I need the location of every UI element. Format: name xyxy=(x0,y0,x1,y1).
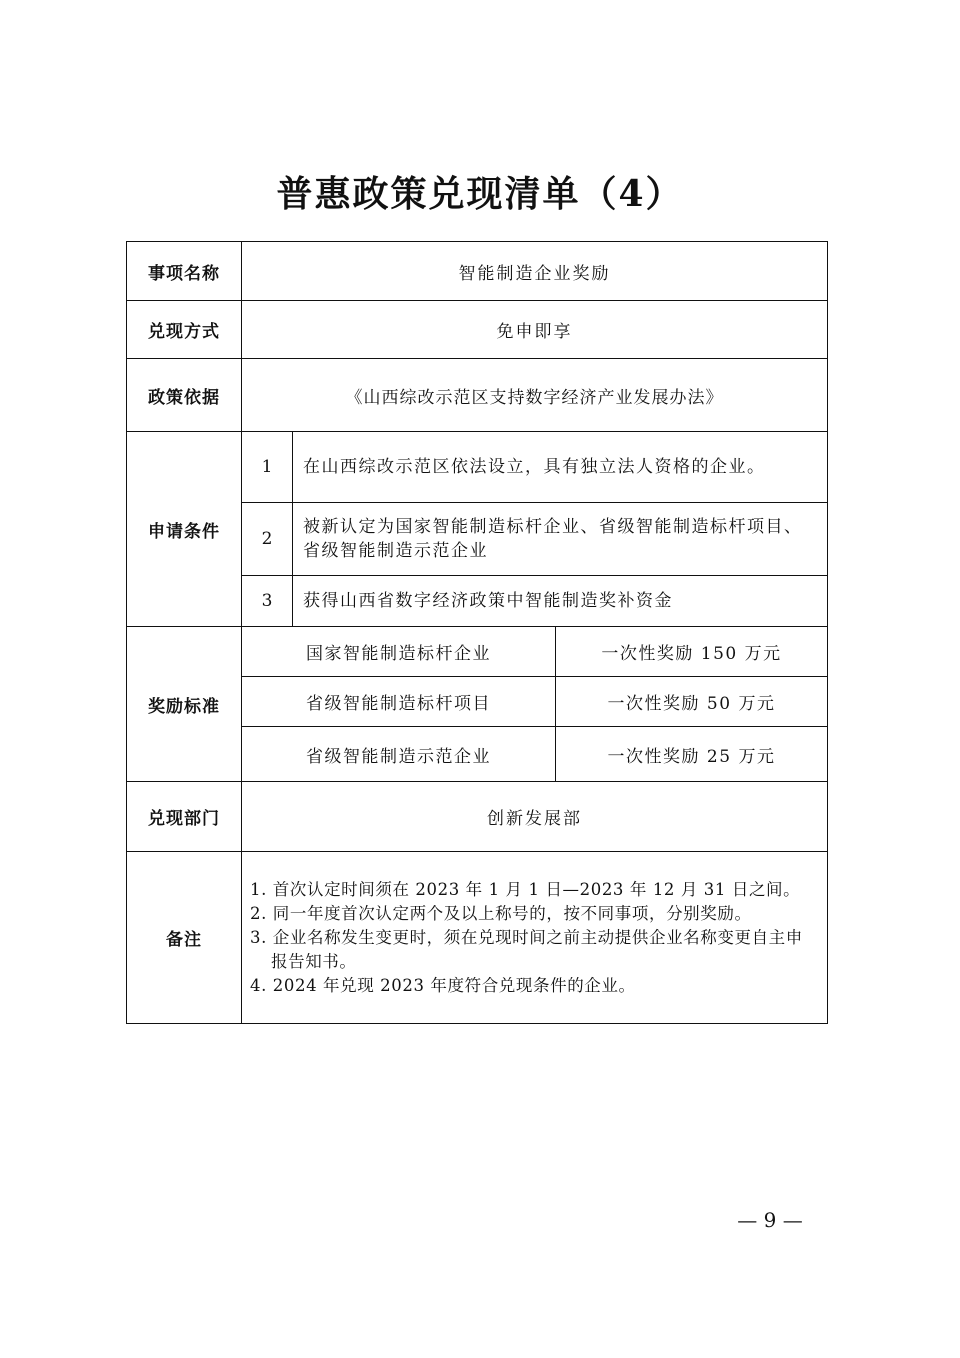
notes-content xyxy=(242,852,828,1024)
condition-number: 2 xyxy=(242,503,293,576)
reward-category: 省级智能制造示范企业 xyxy=(242,727,556,782)
reward-category: 省级智能制造标杆项目 xyxy=(242,677,556,727)
condition-text: 获得山西省数字经济政策中智能制造奖补资金 xyxy=(293,576,828,627)
rewards-label: 奖励标准 xyxy=(127,627,242,782)
condition-number: 1 xyxy=(242,432,293,503)
note-item: 2. 同一年度首次认定两个及以上称号的，按不同事项，分别奖励。 xyxy=(250,903,752,923)
method-label: 兑现方式 xyxy=(127,301,242,359)
reward-amount: 一次性奖励 50 万元 xyxy=(556,677,828,727)
basis-value: 《山西综改示范区支持数字经济产业发展办法》 xyxy=(242,359,828,432)
notes-label: 备注 xyxy=(127,852,242,1024)
row-notes xyxy=(127,852,828,1024)
condition-text: 被新认定为国家智能制造标杆企业、省级智能制造标杆项目、省级智能制造示范企业 xyxy=(293,503,828,576)
row-method xyxy=(127,301,828,359)
note-item: 1. 首次认定时间须在 2023 年 1 月 1 日—2023 年 12 月 31 日之间。 xyxy=(250,879,801,899)
condition-text: 在山西综改示范区依法设立，具有独立法人资格的企业。 xyxy=(293,432,828,503)
reward-amount: 一次性奖励 25 万元 xyxy=(556,727,828,782)
note-item: 3. 企业名称发生变更时，须在兑现时间之前主动提供企业名称变更自主申报告知书。 xyxy=(250,927,803,971)
method-value: 免申即享 xyxy=(242,301,828,359)
condition-row xyxy=(127,432,828,503)
department-value: 创新发展部 xyxy=(242,782,828,852)
item-name-label: 事项名称 xyxy=(127,242,242,301)
policy-table xyxy=(126,241,828,1024)
note-item: 4. 2024 年兑现 2023 年度符合兑现条件的企业。 xyxy=(250,975,636,995)
row-department xyxy=(127,782,828,852)
reward-row xyxy=(127,627,828,677)
condition-number: 3 xyxy=(242,576,293,627)
reward-category: 国家智能制造标杆企业 xyxy=(242,627,556,677)
row-item-name xyxy=(127,242,828,301)
conditions-label: 申请条件 xyxy=(127,432,242,627)
basis-label: 政策依据 xyxy=(127,359,242,432)
reward-amount: 一次性奖励 150 万元 xyxy=(556,627,828,677)
item-name-value: 智能制造企业奖励 xyxy=(242,242,828,301)
row-basis xyxy=(127,359,828,432)
page-number: — 9 — xyxy=(737,1208,803,1232)
department-label: 兑现部门 xyxy=(127,782,242,852)
page-title: 普惠政策兑现清单（4） xyxy=(276,173,684,215)
